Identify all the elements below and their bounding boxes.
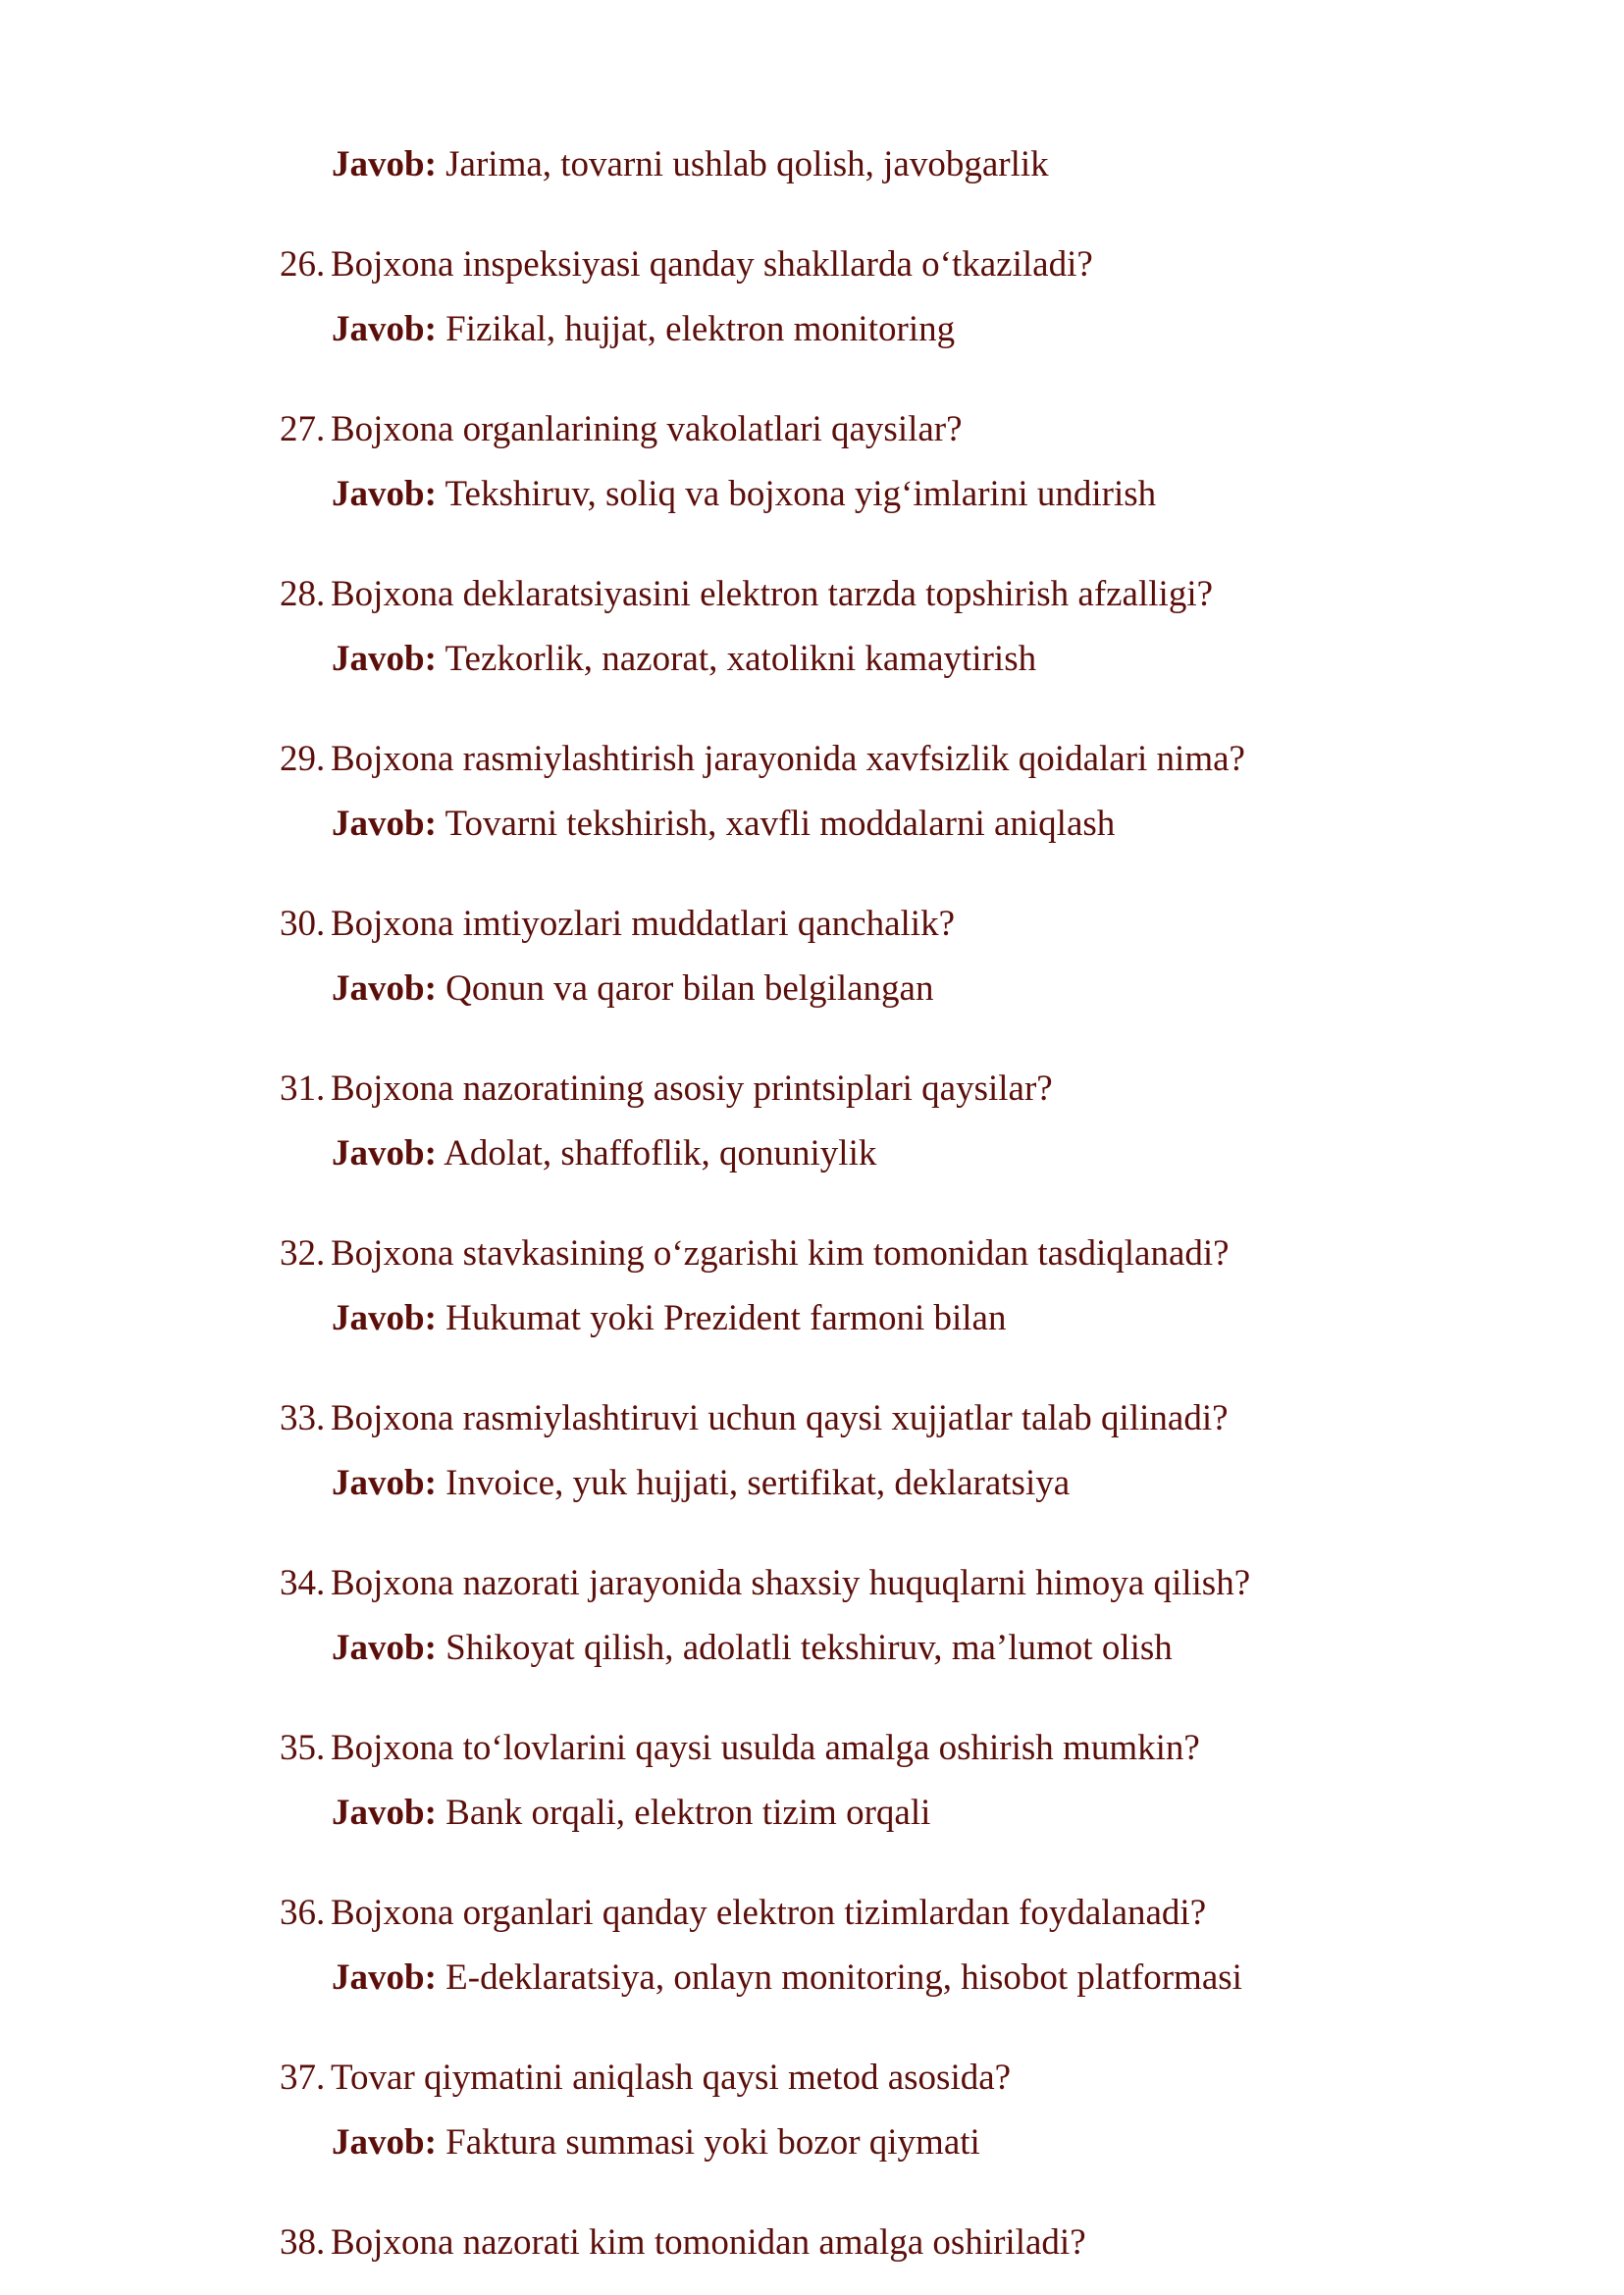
- question-text: Bojxona imtiyozlari muddatlari qanchalik?: [331, 904, 956, 944]
- answer-line: [332, 2121, 980, 2165]
- answer-line: [332, 967, 933, 1011]
- answer-label: Javob:: [332, 1298, 437, 1338]
- answer-label: Javob:: [332, 1793, 437, 1833]
- question-text: Tovar qiymatini aniqlash qaysi metod asosida?: [331, 2058, 1012, 2098]
- answer-label: Javob:: [332, 639, 437, 679]
- answer-label: Javob:: [332, 804, 437, 844]
- answer-label: Javob:: [332, 968, 437, 1009]
- question-line: [280, 408, 963, 451]
- question-line: [280, 243, 1093, 287]
- answer-text: Jarima, tovarni ushlab qolish, javobgarlik: [445, 144, 1049, 184]
- answer-label: Javob:: [332, 1463, 437, 1503]
- question-number: 34.: [280, 1563, 326, 1603]
- answer-line: [332, 1956, 1242, 2000]
- answer-label: Javob:: [332, 144, 437, 184]
- answer-text: Tezkorlik, nazorat, xatolikni kamaytirish: [445, 639, 1037, 679]
- question-text: Bojxona inspeksiyasi qanday shakllarda o‘tkaziladi?: [331, 244, 1093, 285]
- question-line: [280, 1727, 1200, 1770]
- answer-line: [332, 803, 1115, 846]
- question-text: Bojxona stavkasining o‘zgarishi kim tomonidan tasdiqlanadi?: [331, 1233, 1230, 1274]
- answer-line: [332, 473, 1156, 516]
- question-number: 35.: [280, 1728, 326, 1768]
- question-line: [280, 1892, 1206, 1935]
- answer-text: Fizikal, hujjat, elektron monitoring: [445, 309, 956, 349]
- answer-text: Shikoyat qilish, adolatli tekshiruv, ma’lumot olish: [445, 1628, 1173, 1668]
- question-number: 33.: [280, 1398, 326, 1438]
- question-number: 37.: [280, 2058, 326, 2098]
- answer-text: Qonun va qaror bilan belgilangan: [445, 968, 934, 1009]
- question-text: Bojxona organlarining vakolatlari qaysilar?: [331, 409, 963, 449]
- question-line: [280, 738, 1245, 781]
- answer-line: [332, 1627, 1173, 1670]
- question-number: 27.: [280, 409, 326, 449]
- question-line: [280, 2221, 1086, 2265]
- answer-line: [332, 1792, 930, 1835]
- answer-label: Javob:: [332, 474, 437, 514]
- answer-text: Invoice, yuk hujjati, sertifikat, deklaratsiya: [445, 1463, 1071, 1503]
- answer-label: Javob:: [332, 2122, 437, 2163]
- question-number: 28.: [280, 574, 326, 614]
- question-text: Bojxona deklaratsiyasini elektron tarzda topshirish afzalligi?: [331, 574, 1214, 614]
- answer-line: [332, 1132, 876, 1175]
- question-number: 29.: [280, 739, 326, 779]
- question-text: Bojxona rasmiylashtiruvi uchun qaysi xujjatlar talab qilinadi?: [331, 1398, 1229, 1438]
- question-text: Bojxona nazorati jarayonida shaxsiy huquqlarni himoya qilish?: [331, 1563, 1251, 1603]
- question-line: [280, 1562, 1250, 1605]
- answer-line: [332, 308, 955, 351]
- answer-line: [332, 638, 1036, 681]
- question-number: 31.: [280, 1069, 326, 1109]
- question-line: [280, 573, 1213, 616]
- answer-line: [332, 1297, 1006, 1340]
- question-number: 30.: [280, 904, 326, 944]
- answer-label: Javob:: [332, 1957, 437, 1998]
- question-number: 32.: [280, 1233, 326, 1274]
- question-line: [280, 1397, 1229, 1440]
- answer-text: Hukumat yoki Prezident farmoni bilan: [445, 1298, 1007, 1338]
- question-text: Bojxona organlari qanday elektron tizimlardan foydalanadi?: [331, 1893, 1207, 1933]
- answer-text: Adolat, shaffoflik, qonuniylik: [444, 1133, 877, 1174]
- answer-text: E-deklaratsiya, onlayn monitoring, hisobot platformasi: [445, 1957, 1242, 1998]
- question-text: Bojxona to‘lovlarini qaysi usulda amalga oshirish mumkin?: [331, 1728, 1200, 1768]
- question-number: 26.: [280, 244, 326, 285]
- answer-text: Bank orqali, elektron tizim orqali: [445, 1793, 931, 1833]
- answer-text: Faktura summasi yoki bozor qiymati: [445, 2122, 980, 2163]
- answer-text: Tovarni tekshirish, xavfli moddalarni aniqlash: [445, 804, 1116, 844]
- answer-line: [332, 1462, 1070, 1505]
- answer-label: Javob:: [332, 1133, 437, 1174]
- answer-label: Javob:: [332, 309, 437, 349]
- question-line: [280, 1232, 1230, 1276]
- question-line: [280, 1068, 1053, 1111]
- question-text: Bojxona nazorati kim tomonidan amalga oshiriladi?: [331, 2222, 1086, 2263]
- question-number: 36.: [280, 1893, 326, 1933]
- answer-text: Tekshiruv, soliq va bojxona yig‘imlarini undirish: [445, 474, 1157, 514]
- question-number: 38.: [280, 2222, 326, 2263]
- answer-label: Javob:: [332, 1628, 437, 1668]
- question-text: Bojxona rasmiylashtirish jarayonida xavfsizlik qoidalari nima?: [331, 739, 1245, 779]
- question-line: [280, 2057, 1011, 2100]
- question-line: [280, 903, 955, 946]
- question-text: Bojxona nazoratining asosiy printsiplari qaysilar?: [331, 1069, 1053, 1109]
- answer-line: [332, 143, 1049, 186]
